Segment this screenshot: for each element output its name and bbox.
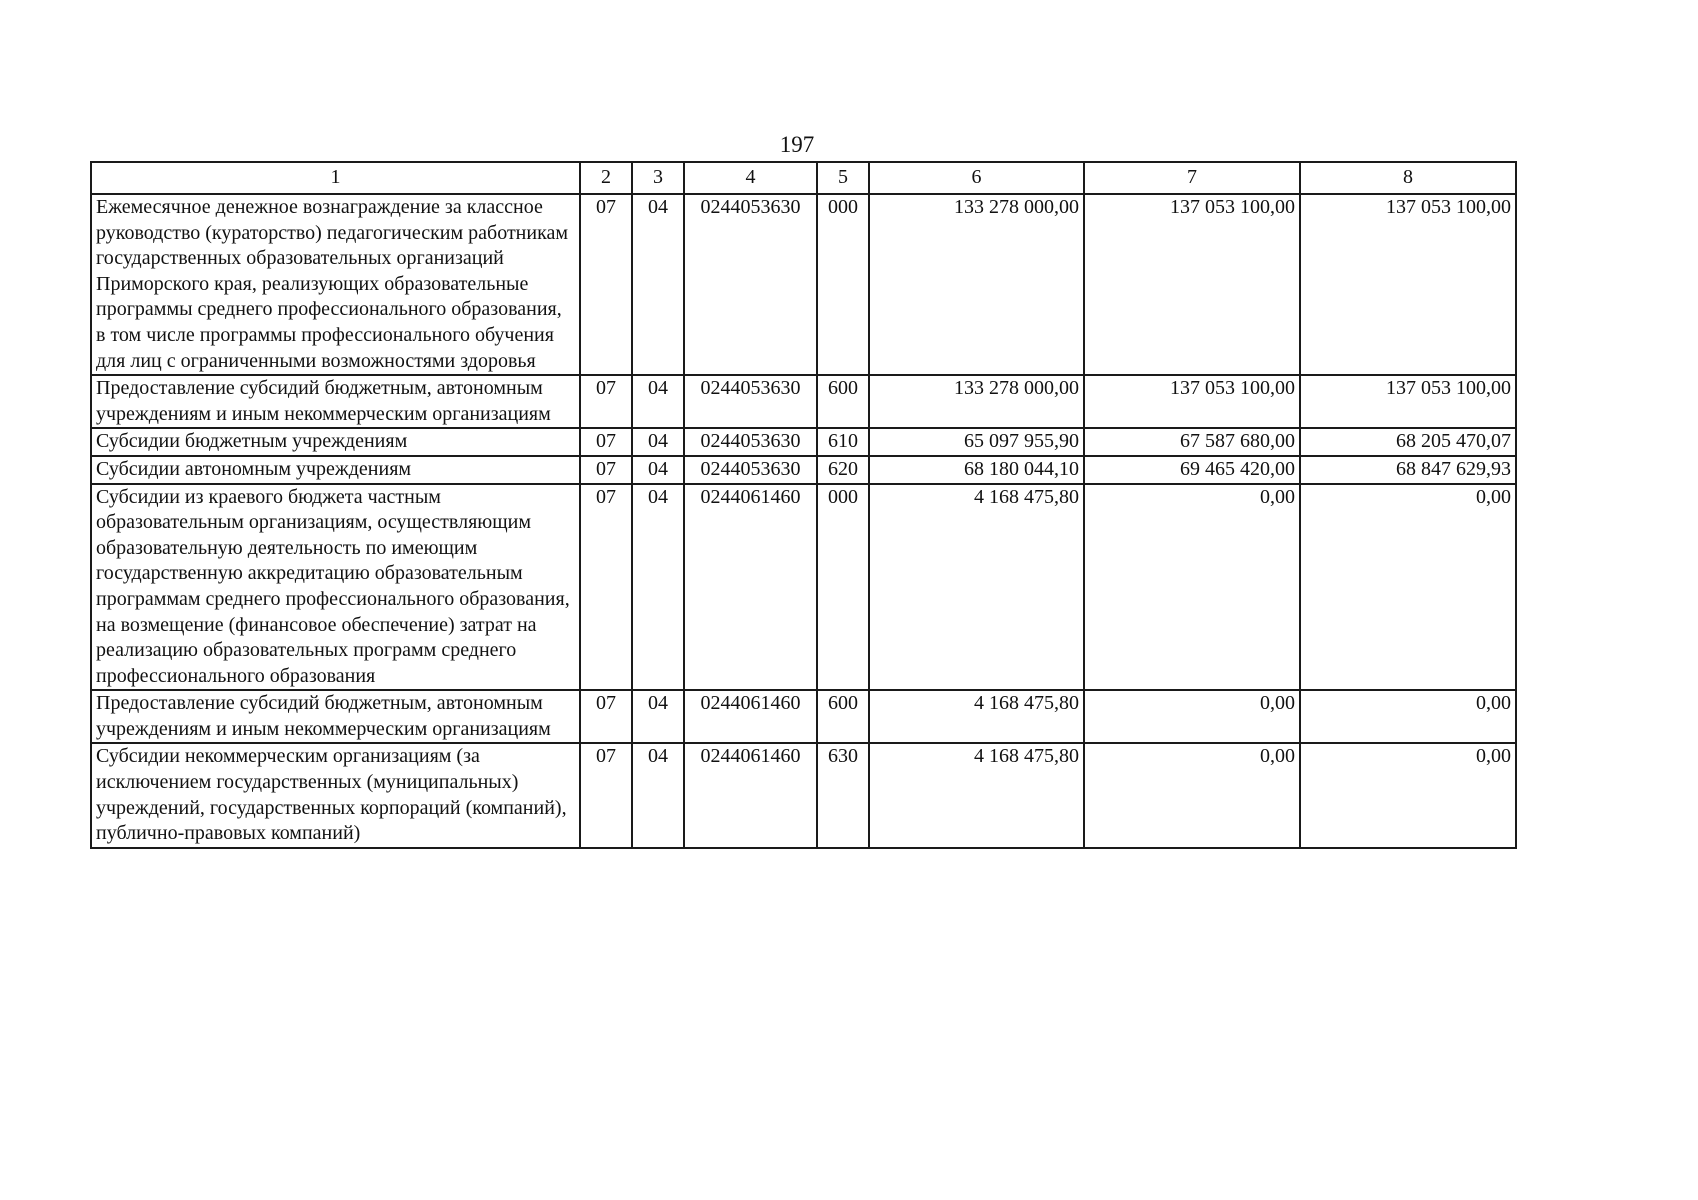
table-row — [91, 375, 1516, 428]
expense-type-code: 600 — [817, 690, 869, 743]
table-row — [91, 194, 1516, 375]
amount-col6: 133 278 000,00 — [869, 375, 1084, 428]
row-name: Предоставление субсидий бюджетным, автономным учреждениям и иным некоммерческим организациям — [91, 375, 580, 428]
subsection-code: 04 — [632, 375, 684, 428]
subsection-code: 04 — [632, 690, 684, 743]
page-number: 197 — [779, 132, 815, 157]
column-header: 1 — [91, 162, 580, 194]
column-header: 2 — [580, 162, 632, 194]
target-article-code: 0244053630 — [684, 428, 817, 456]
row-name: Субсидии бюджетным учреждениям — [91, 428, 580, 456]
budget-table — [90, 161, 1517, 849]
target-article-code: 0244061460 — [684, 743, 817, 847]
section-code: 07 — [580, 428, 632, 456]
amount-col6: 68 180 044,10 — [869, 456, 1084, 484]
amount-col6: 4 168 475,80 — [869, 690, 1084, 743]
subsection-code: 04 — [632, 484, 684, 691]
expense-type-code: 600 — [817, 375, 869, 428]
section-code: 07 — [580, 484, 632, 691]
amount-col8: 68 205 470,07 — [1300, 428, 1516, 456]
section-code: 07 — [580, 743, 632, 847]
header-row — [91, 162, 1516, 194]
expense-type-code: 610 — [817, 428, 869, 456]
amount-col8: 0,00 — [1300, 743, 1516, 847]
table-row — [91, 690, 1516, 743]
target-article-code: 0244053630 — [684, 375, 817, 428]
target-article-code: 0244061460 — [684, 690, 817, 743]
target-article-code: 0244053630 — [684, 194, 817, 375]
table-row — [91, 456, 1516, 484]
column-header: 5 — [817, 162, 869, 194]
section-code: 07 — [580, 375, 632, 428]
amount-col6: 4 168 475,80 — [869, 484, 1084, 691]
column-header: 6 — [869, 162, 1084, 194]
section-code: 07 — [580, 456, 632, 484]
table-row — [91, 484, 1516, 691]
section-code: 07 — [580, 194, 632, 375]
amount-col7: 69 465 420,00 — [1084, 456, 1300, 484]
column-header: 3 — [632, 162, 684, 194]
expense-type-code: 000 — [817, 484, 869, 691]
subsection-code: 04 — [632, 194, 684, 375]
row-name: Предоставление субсидий бюджетным, автономным учреждениям и иным некоммерческим организациям — [91, 690, 580, 743]
amount-col7: 137 053 100,00 — [1084, 375, 1300, 428]
amount-col8: 68 847 629,93 — [1300, 456, 1516, 484]
row-name: Субсидии автономным учреждениям — [91, 456, 580, 484]
amount-col6: 4 168 475,80 — [869, 743, 1084, 847]
amount-col7: 67 587 680,00 — [1084, 428, 1300, 456]
row-name: Субсидии из краевого бюджета частным образовательным организациям, осуществляющим образовательную деятельность по имеющим государственную аккредитацию образовательным программам среднего профессионального образования, на возмещение (финансовое обеспечение) затрат на реализацию образовательных программ среднего профессионального образования — [91, 484, 580, 691]
amount-col6: 65 097 955,90 — [869, 428, 1084, 456]
table-row — [91, 743, 1516, 847]
amount-col8: 137 053 100,00 — [1300, 194, 1516, 375]
amount-col8: 0,00 — [1300, 690, 1516, 743]
subsection-code: 04 — [632, 428, 684, 456]
column-header: 4 — [684, 162, 817, 194]
amount-col8: 137 053 100,00 — [1300, 375, 1516, 428]
amount-col7: 0,00 — [1084, 484, 1300, 691]
amount-col7: 0,00 — [1084, 690, 1300, 743]
amount-col7: 0,00 — [1084, 743, 1300, 847]
row-name: Ежемесячное денежное вознаграждение за классное руководство (кураторство) педагогическим работникам государственных образовательных организаций Приморского края, реализующих образовательные программы среднего профессионального образования, в том числе программы профессионального обучения для лиц с ограниченными возможностями здоровья — [91, 194, 580, 375]
amount-col7: 137 053 100,00 — [1084, 194, 1300, 375]
column-header: 8 — [1300, 162, 1516, 194]
target-article-code: 0244053630 — [684, 456, 817, 484]
expense-type-code: 000 — [817, 194, 869, 375]
expense-type-code: 630 — [817, 743, 869, 847]
subsection-code: 04 — [632, 456, 684, 484]
section-code: 07 — [580, 690, 632, 743]
target-article-code: 0244061460 — [684, 484, 817, 691]
column-header: 7 — [1084, 162, 1300, 194]
table-row — [91, 428, 1516, 456]
row-name: Субсидии некоммерческим организациям (за исключением государственных (муниципальных) учреждений, государственных корпораций (компаний), публично-правовых компаний) — [91, 743, 580, 847]
subsection-code: 04 — [632, 743, 684, 847]
expense-type-code: 620 — [817, 456, 869, 484]
amount-col8: 0,00 — [1300, 484, 1516, 691]
amount-col6: 133 278 000,00 — [869, 194, 1084, 375]
